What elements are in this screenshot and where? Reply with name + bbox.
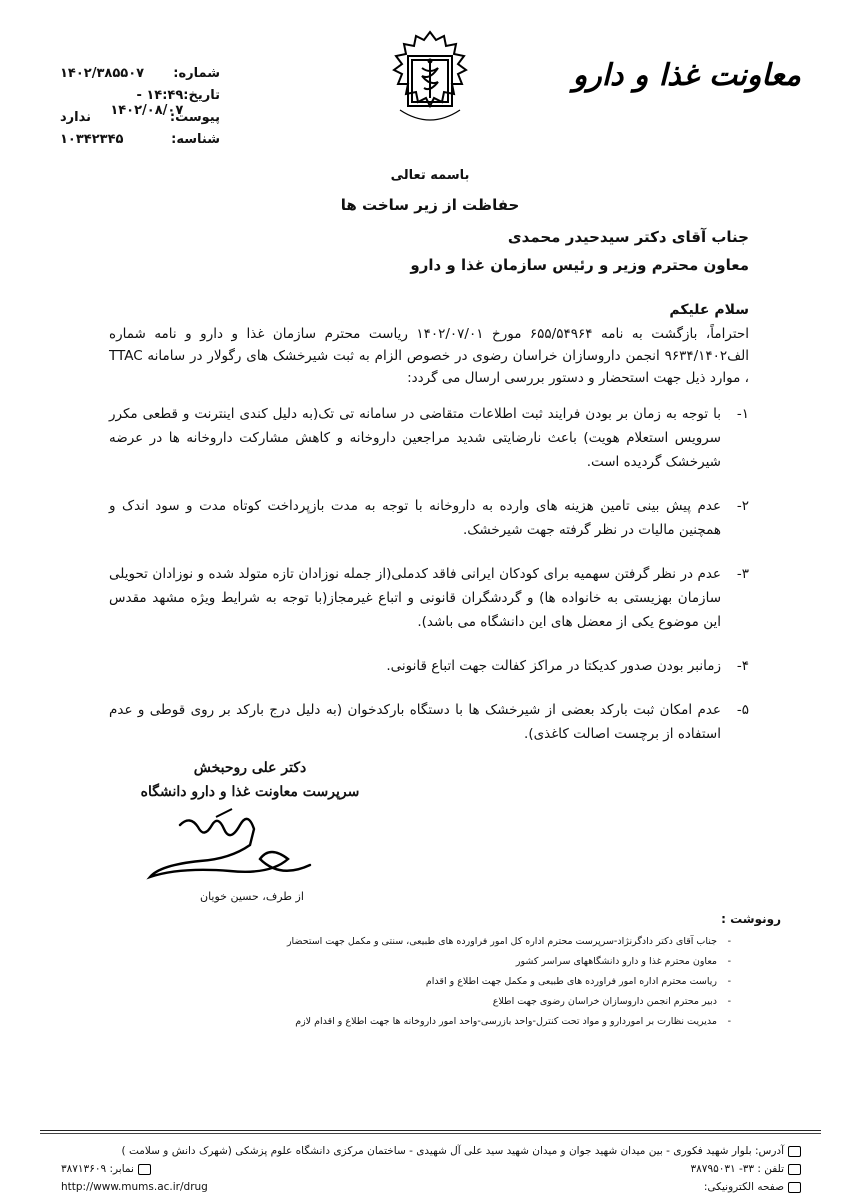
footer-divider (40, 1130, 821, 1131)
footer-divider (40, 1133, 821, 1134)
cc-item: - دبیر محترم انجمن داروسازان خراسان رضوی جهت اطلاع (171, 992, 731, 1012)
footer-address: آدرس: بلوار شهید فکوری - بین میدان شهید جوان و میدان شهید سید علی آل شهیدی - ساختمان مرکزی دانشگاه علوم پزشکی (شهرک دانش و سلامت ) (122, 1145, 801, 1157)
footer-phone: تلفن : ۳۳- ۳۸۷۹۵۰۳۱ (691, 1163, 801, 1175)
footer-address-row (61, 1142, 801, 1160)
intro-paragraph: احتراماً، بازگشت به نامه ۶۵۵/۵۴۹۶۴ مورخ ۱۴۰۲/۰۷/۰۱ ریاست محترم سازمان غذا و دارو و نامه شماره الف۹۶۳۴/۱۴۰۲ انجمن داروسازان خراسان رضوی در خصوص الزام به ثبت شیرخشک های رگولار در سامانه TTAC ، موارد ذیل جهت استحضار و دستور بررسی ارسال می گردد: (109, 326, 749, 386)
meta-id: شناسه: ۱۰۳۴۲۳۴۵ (60, 132, 220, 147)
list-item: ۲- عدم پیش بینی تامین هزینه های وارده به داروخانه با توجه به مدت بازپرداخت کوتاه مدت و سود اندک و همچنین مالیات در نظر گرفته جهت شیرخشک. (109, 498, 749, 538)
footer-phone-row (61, 1160, 801, 1178)
cc-list (171, 932, 731, 1032)
basmala: باسمه تعالی (390, 168, 470, 183)
signature-icon (120, 795, 320, 885)
footer-web-row (61, 1178, 801, 1196)
fax-icon (138, 1164, 151, 1175)
meta-attachment: پیوست: ندارد (60, 110, 220, 125)
meta-date: تاریخ: ۱۴:۴۹ - ۱۴۰۲/۰۸/۰۷ (110, 88, 220, 118)
website-link[interactable]: http://www.mums.ac.ir/drug (61, 1181, 208, 1193)
addressee-name: جناب آقای دکتر سیدحیدر محمدی (507, 228, 749, 246)
items-list (109, 402, 749, 766)
cc-item: - مدیریت نظارت بر اموردارو و مواد تحت کنترل-واحد بازرسی-واحد امور داروخانه ها جهت اطلاع و اقدام لازم (171, 1012, 731, 1032)
motto: حفاظت از زیر ساخت ها (340, 196, 520, 214)
addressee-title: معاون محترم وزیر و رئیس سازمان غذا و دارو (410, 256, 749, 274)
list-item: ۵- عدم امکان ثبت بارکد بعضی از شیرخشک ها با دستگاه بارکدخوان (به دلیل درج بارکد بر روی قوطی و عدم استفاده از برچست اصالت کاغذی). (109, 702, 749, 742)
meta-number: شماره: ۱۴۰۲/۳۸۵۵۰۷ (60, 66, 220, 81)
footer-fax: نمابر: ۳۸۷۱۳۶۰۹ (61, 1163, 151, 1175)
signer-title: سرپرست معاونت غذا و دارو دانشگاه (140, 784, 360, 800)
cc-item: - جناب آقای دکتر دادگرنژاد-سرپرست محترم اداره کل امور فراورده های طبیعی، سنتی و مکمل جهت استحضار (171, 932, 731, 952)
letter-meta (60, 66, 220, 154)
list-item: ۴- زمانبر بودن صدور کدیکتا در مراکز کفالت جهت اتباع قانونی. (386, 658, 749, 674)
cc-item: - ریاست محترم اداره امور فراورده های طبیعی و مکمل جهت اطلاع و اقدام (171, 972, 731, 992)
list-item: ۱- با توجه به زمان بر بودن فرایند ثبت اطلاعات متقاضی در سامانه تی تک(به دلیل کندی اینترنت و قطعی مکرر سرویس استعلام هویت) باعث نارضایتی شدید مراجعین داروخانه و کاهش مشارکت داروخانه ها در عرضه شیرخشک گردیده است. (109, 406, 749, 470)
mail-icon (788, 1182, 801, 1193)
signer-name: دکتر علی روحبخش (193, 760, 307, 776)
brand-title: معاونت غذا و دارو (572, 58, 801, 93)
pen-icon (788, 1146, 801, 1157)
list-item: ۳- عدم در نظر گرفتن سهمیه برای کودکان ایرانی فاقد کدملی(از جمله نوزادان تازه متولد شده و نوزادان تحویلی سازمان بهزیستی به خانواده ها) و گردشگران قانونی و اتباع غیرمجاز(با توجه به شرایط ویژه مشهد مقدس این موضوع یکی از معضل های این دانشگاه می باشد). (109, 566, 749, 630)
footer (61, 1142, 801, 1196)
salutation: سلام علیکم (669, 302, 749, 318)
university-logo-icon (382, 28, 478, 140)
cc-title: رونوشت : (721, 912, 781, 926)
phone-icon (788, 1164, 801, 1175)
addressee (410, 228, 749, 284)
cc-item: - معاون محترم غذا و دارو دانشگاههای سراسر کشور (171, 952, 731, 972)
on-behalf: از طرف، حسین خویان (200, 890, 304, 903)
footer-email: صفحه الکترونیکی: (704, 1181, 801, 1193)
